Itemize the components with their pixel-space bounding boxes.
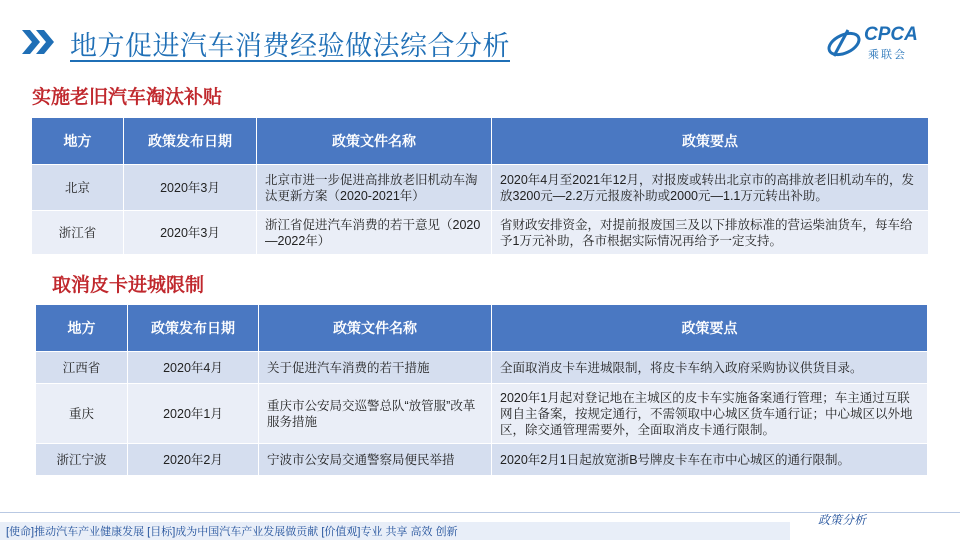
section-title-pickup-restrictions: 取消皮卡进城限制 (52, 275, 205, 296)
pickup-restrictions-table (35, 304, 928, 476)
footer-mission-text: [使命]推动汽车产业健康发展 [目标]成为中国汽车产业发展做贡献 [价值观]专业 共享 高效 创新 (6, 526, 458, 538)
cell-place: 浙江省 (32, 211, 124, 255)
table-row (36, 444, 928, 476)
cell-points: 2020年2月1日起放宽浙B号牌皮卡车在市中心城区的通行限制。 (492, 444, 928, 476)
cell-doc: 浙江省促进汽车消费的若干意见（2020—2022年） (257, 211, 492, 255)
table-row (36, 352, 928, 384)
cell-place: 江西省 (36, 352, 128, 384)
cell-place: 北京 (32, 165, 124, 211)
column-header: 地方 (36, 305, 128, 352)
column-header: 政策发布日期 (128, 305, 259, 352)
logo-swoosh-icon (826, 24, 864, 64)
cell-date: 2020年1月 (128, 384, 259, 444)
cell-date: 2020年3月 (124, 165, 257, 211)
footer-divider (0, 512, 960, 513)
table-row (36, 384, 928, 444)
cell-points: 全面取消皮卡车进城限制，将皮卡车纳入政府采购协议供货目录。 (492, 352, 928, 384)
cell-points: 2020年1月起对登记地在主城区的皮卡车实施备案通行管理；车主通过互联网自主备案，按规定通行，不需领取中心城区货车通行证；中心城区以外地区，除交通管理需要外，全面取消皮卡通行限制。 (492, 384, 928, 444)
cell-place: 浙江宁波 (36, 444, 128, 476)
footer-section-label: 政策分析 (818, 513, 867, 527)
cell-date: 2020年2月 (128, 444, 259, 476)
page-title: 地方促进汽车消费经验做法综合分析 (70, 31, 510, 61)
logo (826, 22, 936, 66)
table-row (32, 211, 929, 255)
cell-place: 重庆 (36, 384, 128, 444)
column-header: 政策要点 (492, 118, 929, 165)
cell-doc: 重庆市公安局交巡警总队“放管服”改革服务措施 (259, 384, 492, 444)
table-header-row (36, 305, 928, 352)
section-title-scrappage-subsidy: 实施老旧汽车淘汰补贴 (32, 87, 223, 108)
cell-doc: 关于促进汽车消费的若干措施 (259, 352, 492, 384)
column-header: 政策文件名称 (257, 118, 492, 165)
cell-doc: 北京市进一步促进高排放老旧机动车淘汰更新方案（2020-2021年） (257, 165, 492, 211)
table-header-row (32, 118, 929, 165)
cell-date: 2020年4月 (128, 352, 259, 384)
cell-points: 2020年4月至2021年12月，对报废或转出北京市的高排放老旧机动车的，发放3200元—2.2万元报废补助或2000元—1.1万元转出补助。 (492, 165, 929, 211)
table-row (32, 165, 929, 211)
header (22, 20, 942, 66)
logo-text: CPCA (864, 24, 918, 45)
cell-doc: 宁波市公安局交通警察局便民举措 (259, 444, 492, 476)
column-header: 政策发布日期 (124, 118, 257, 165)
scrappage-subsidy-table (31, 117, 929, 255)
cell-date: 2020年3月 (124, 211, 257, 255)
cell-points: 省财政安排资金，对提前报废国三及以下排放标准的营运柴油货车，每车给予1万元补助，各市根据实际情况再给予一定支持。 (492, 211, 929, 255)
column-header: 地方 (32, 118, 124, 165)
column-header: 政策要点 (492, 305, 928, 352)
column-header: 政策文件名称 (259, 305, 492, 352)
double-chevron-icon (22, 30, 62, 54)
logo-subtext: 乘联会 (868, 49, 907, 61)
